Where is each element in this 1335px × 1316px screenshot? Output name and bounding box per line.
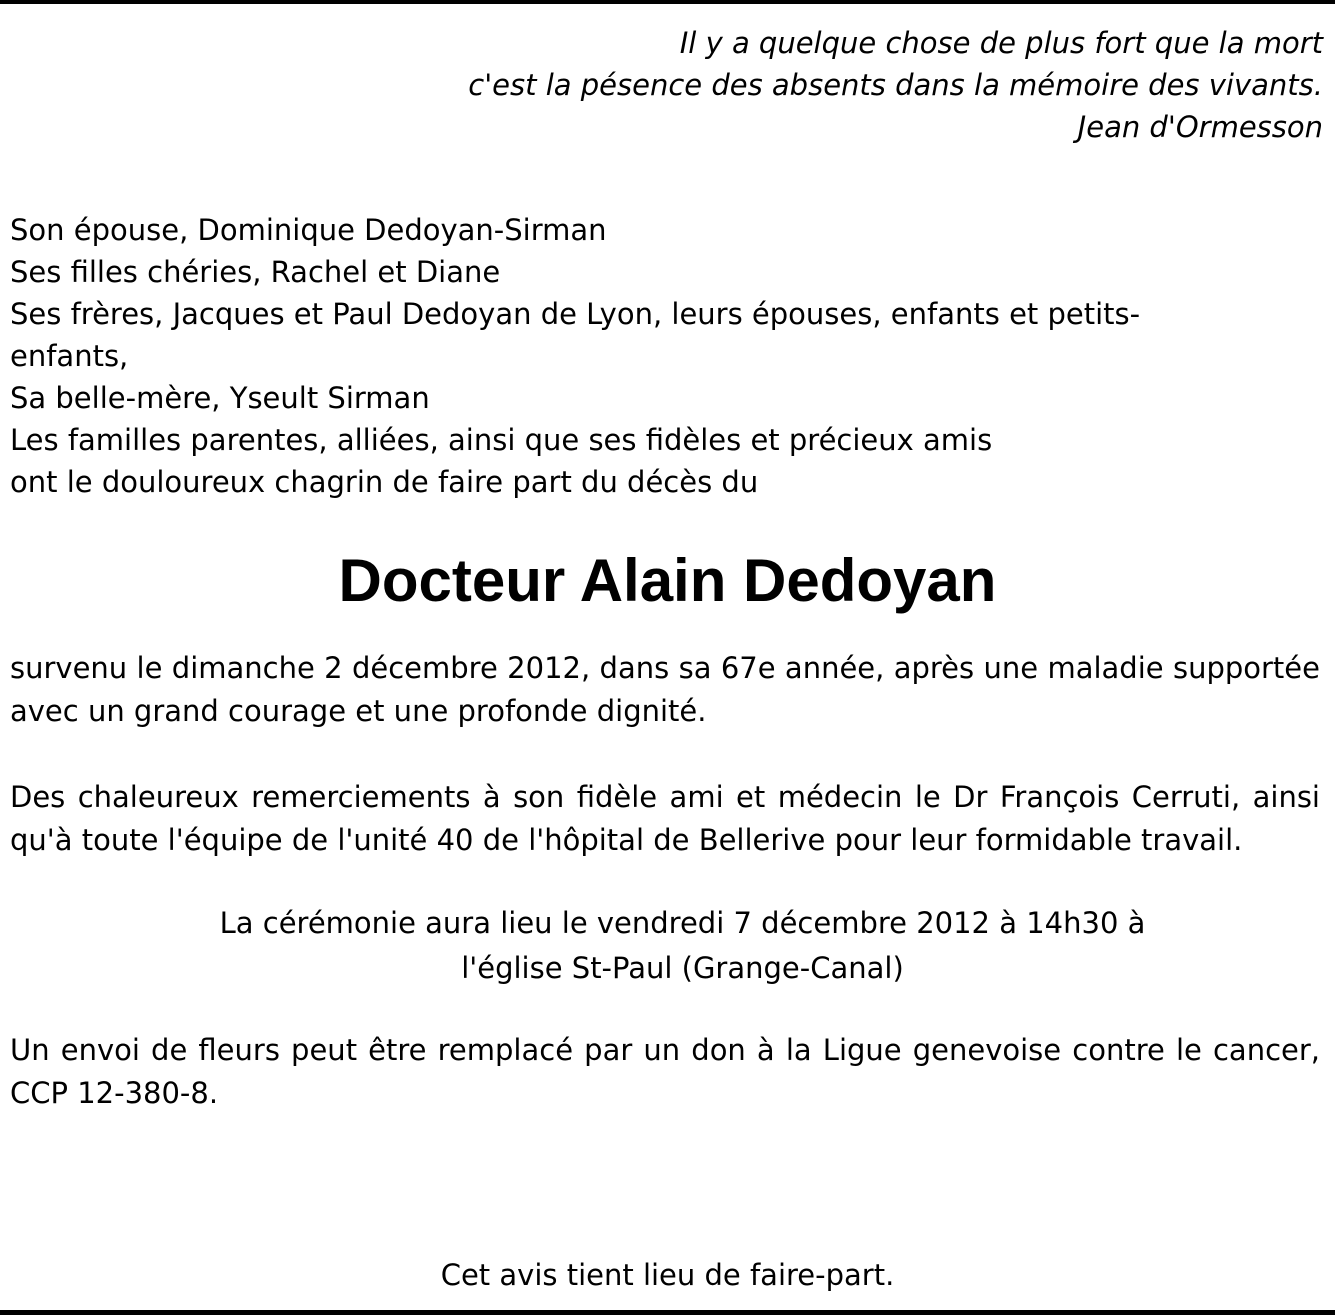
footer-note: Cet avis tient lieu de faire-part. [440, 1258, 895, 1292]
quote-author: Jean d'Ormesson [1077, 110, 1323, 144]
family-line: Sa belle-mère, Yseult Sirman [10, 381, 430, 415]
bottom-border-rule [0, 1310, 1335, 1315]
deceased-name: Docteur Alain Dedoyan [338, 547, 997, 614]
family-line: Ses frères, Jacques et Paul Dedoyan de Lyon, leurs épouses, enfants et petits- [10, 297, 1141, 331]
family-line: Son épouse, Dominique Dedoyan-Sirman [10, 213, 607, 247]
donation-paragraph: Un envoi de fleurs peut être remplacé par un don à la Ligue genevoise contre le cancer, CCP 12-380-8. [10, 1033, 1320, 1110]
family-line: Ses filles chéries, Rachel et Diane [10, 255, 501, 289]
ceremony-line-1: La cérémonie aura lieu le vendredi 7 décembre 2012 à 14h30 à [219, 906, 1146, 940]
family-line: Les familles parentes, alliées, ainsi que ses fidèles et précieux amis [10, 423, 993, 457]
ceremony-line-2: l'église St-Paul (Grange-Canal) [461, 951, 904, 985]
quote-line-1: Il y a quelque chose de plus fort que la mort [679, 26, 1323, 60]
family-line: ont le douloureux chagrin de faire part du décès du [10, 465, 759, 499]
thanks-paragraph: Des chaleureux remerciements à son fidèle ami et médecin le Dr François Cerruti, ainsi qu'à toute l'équipe de l'unité 40 de l'hôpital de Bellerive pour leur formidable travail. [10, 780, 1320, 857]
family-line: enfants, [10, 339, 129, 373]
epigraph-quote [323, 22, 1323, 148]
family-list [10, 209, 1310, 503]
ceremony-details [0, 901, 1335, 991]
quote-line-2: c'est la pésence des absents dans la mémoire des vivants. [468, 68, 1323, 102]
death-announcement-paragraph: survenu le dimanche 2 décembre 2012, dans sa 67e année, après une maladie supportée avec un grand courage et une profonde dignité. [10, 651, 1320, 728]
top-border-rule [0, 0, 1335, 4]
